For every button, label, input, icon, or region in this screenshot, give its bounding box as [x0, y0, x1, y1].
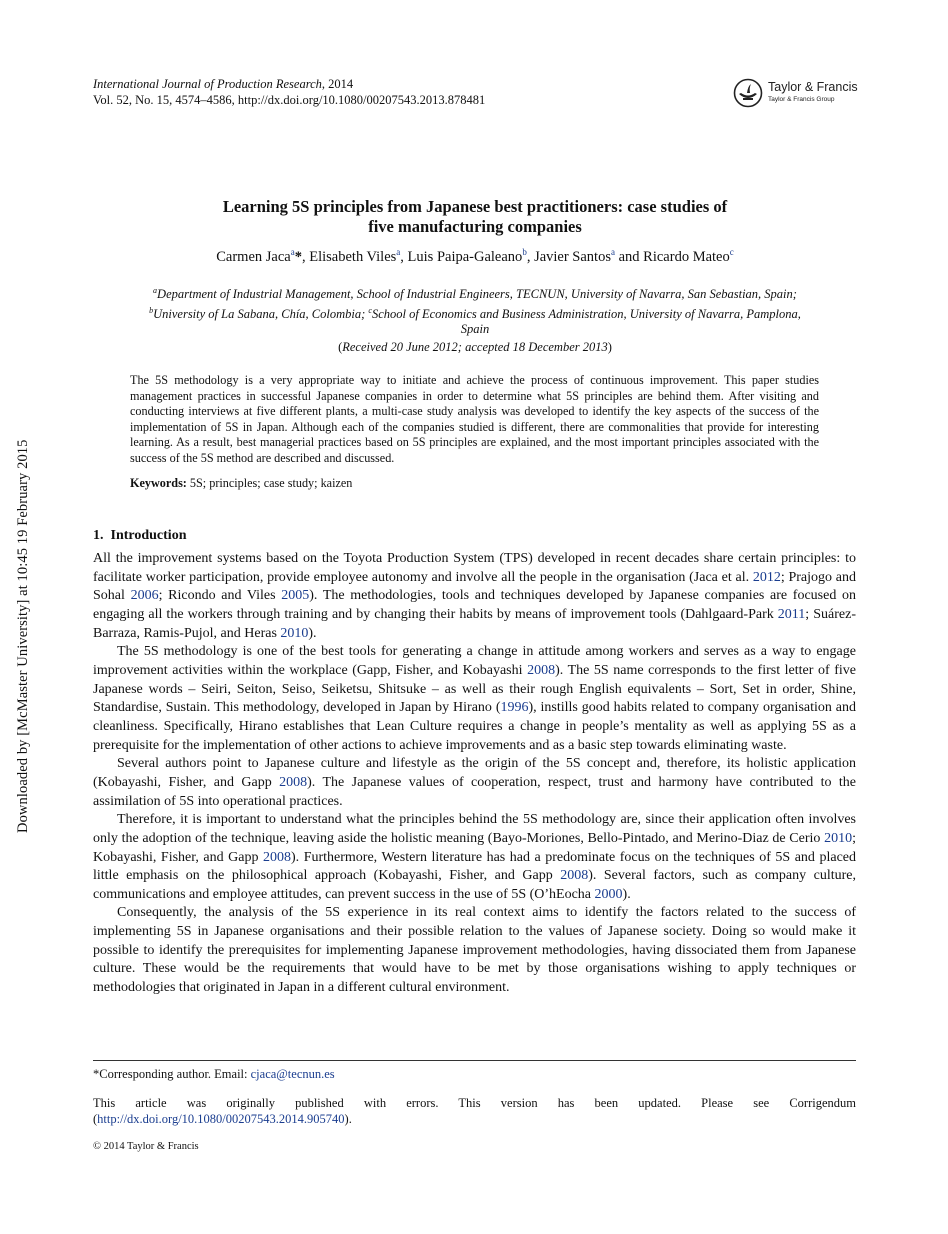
- citation-year-link[interactable]: 2008: [263, 849, 291, 865]
- author-email-link[interactable]: cjaca@tecnun.es: [250, 1067, 335, 1081]
- corresponding-mark: *: [294, 248, 302, 265]
- author-affil-mark[interactable]: c: [729, 247, 734, 257]
- citation-year-link[interactable]: 2008: [560, 868, 589, 884]
- section-title: Introduction: [110, 528, 187, 543]
- journal-header: [93, 76, 485, 108]
- affil-a-mark: a: [153, 286, 158, 295]
- citation-year-link[interactable]: 2008: [279, 774, 308, 790]
- received-dates: (Received 20 June 2012; accepted 18 December 2013): [338, 340, 612, 354]
- author-name: Luis Paipa-Galeano: [407, 248, 523, 265]
- citation-year-link[interactable]: 2006: [130, 588, 159, 604]
- paragraph: Consequently, the analysis of the 5S experience in its real context aims to identify the factors related to the success of implementing 5S in Japanese organisations and their possible relation to the values of Japanese society. Doing so would make it possible to identify the prerequisites for implementing Japanese improvement methodologies, having dissociated them from Japanese culture. These would be the requirements that would have to be met by those organisations wishing to apply techniques or methodologies that originated in Japan in a different cultural environment.: [93, 905, 856, 996]
- abstract: The 5S methodology is a very appropriate way to initiate and achieve the process of continuous improvement. This paper studies management practices in successful Japanese companies in order to determine what 5S principles are behind them. After visiting and conducting interviews at five different plants, a multi-case study analysis was developed to identify the key aspects of the success of the implementation of 5S in Japan. Although each of the companies studied is different, there are commonalities that provide for interesting learning. As a result, best managerial practices based on 5S principles are explained, and the most important principles associated with the success of the 5S method are described and discussed.: [130, 373, 819, 465]
- author-affil-mark[interactable]: a: [290, 247, 295, 257]
- author-name: Ricardo Mateo: [643, 248, 730, 265]
- introduction-body: [93, 550, 856, 998]
- author-affil-mark[interactable]: b: [522, 247, 527, 257]
- publisher-name: Taylor & Francis: [768, 80, 858, 94]
- author-name: Carmen Jaca: [216, 248, 291, 265]
- affil-c: School of Economics and Business Administration, University of Navarra, Pamplona,: [371, 306, 801, 321]
- citation-year-link[interactable]: 2000: [594, 886, 623, 902]
- paragraph: The 5S methodology is one of the best tools for generating a change in attitude among workers and serves as a way to engage improvement activities within the workplace (Gapp, Fisher, and Kobayashi 2008). The 5S name corresponds to the first letter of five Japanese words – Seiri, Seiton, Seiso, Seiketsu, Shitsuke – as well as their rough English equivalents – Sort, Set in order, Shine, Standardise, Sustain. This methodology, developed in Japan by Hirano (1996), instills good habits related to company organisation and cleanliness. Specifically, Hirano establishes that Lean Culture requires a change in people’s mentality as well as applying 5S as a prerequisite for the implementation of other actions to achieve improvements and as a basic step towards eliminating waste.: [93, 644, 856, 753]
- citation-year-link[interactable]: 2005: [281, 588, 310, 604]
- paragraph: All the improvement systems based on the Toyota Production System (TPS) developed in recent decades share certain principles: to facilitate worker participation, provide employee autonomy and involve all the people in the organisation (Jaca et al. 2012; Prajogo and Sohal 2006; Ricondo and Viles 2005). The methodologies, tools and techniques developed by Japanese companies are focused on engaging all the workers through training and by changing their habits by means of improvement tools (Dahlgaard-Park 2011; Suárez-Barraza, Ramis-Pujol, and Heras 2010).: [93, 551, 857, 641]
- download-stamp: Downloaded by [McMaster University] at 10:45 19 February 2015: [15, 439, 31, 833]
- erratum-text: This article was originally published with errors. This version has been updated. Please see Corrigendum (: [93, 1096, 856, 1126]
- affil-c-mark: c: [368, 305, 372, 315]
- citation-year-link[interactable]: 1996: [500, 700, 529, 716]
- corresponding-author-note: [93, 1067, 856, 1083]
- footnote-divider: [93, 1060, 856, 1061]
- affiliations: [100, 283, 850, 338]
- keywords-list: 5S; principles; case study; kaizen: [186, 476, 353, 490]
- citation-year-link[interactable]: 2011: [777, 606, 806, 622]
- volume-doi-line[interactable]: Vol. 52, No. 15, 4574–4586, http://dx.doi.org/10.1080/00207543.2013.878481: [93, 93, 486, 107]
- affil-b-mark: b: [149, 305, 154, 315]
- paragraph: Several authors point to Japanese culture and lifestyle as the origin of the 5S concept and, therefore, its holistic application (Kobayashi, Fisher, and Gapp 2008). The Japanese values of cooperation, respect, trust and harmony have contributed to the assimilation of 5S into operational practices.: [93, 756, 857, 809]
- section-heading: [93, 528, 186, 544]
- affil-b: University of La Sabana, Chía, Colombia;: [153, 306, 369, 321]
- citation-year-link[interactable]: 2008: [527, 662, 556, 678]
- author-name: Javier Santos: [534, 248, 611, 265]
- citation-year-link[interactable]: 2010: [824, 830, 853, 846]
- erratum-note: [93, 1096, 856, 1127]
- corresponding-label: *Corresponding author. Email:: [93, 1067, 251, 1081]
- title-line-2: five manufacturing companies: [368, 217, 582, 236]
- paragraph: Therefore, it is important to understand what the principles behind the 5S methodology are, since their application often involves only the adoption of the technique, leaving aside the holistic meaning (Bayo-Moriones, Bello-Pintado, and Merino-Diaz de Cerio 2010; Kobayashi, Fisher, and Gapp 2008). Furthermore, Western literature has had a predominate focus on the techniques of 5S and placed little emphasis on the philosophical approach (Kobayashi, Fisher, and Gapp 2008). Several factors, such as company culture, communications and employee attitudes, can prevent success in the use of 5S (O’hEocha 2000).: [93, 812, 856, 902]
- citation-year-link[interactable]: 2012: [752, 569, 781, 585]
- article-title: [120, 197, 830, 237]
- author-list: Carmen Jaca$^a$*, Elisabeth Viles$^a$, Luis Paipa-Galeano$^b$, Javier Santos$^a$ and Ricardo Mateo$^c$: [216, 247, 734, 265]
- journal-year: , 2014: [321, 77, 354, 91]
- section-number: 1.: [93, 528, 104, 543]
- copyright: © 2014 Taylor & Francis: [93, 1141, 199, 1152]
- journal-name: International Journal of Production Research: [93, 77, 322, 91]
- keywords: [130, 476, 819, 491]
- corrigendum-link[interactable]: http://dx.doi.org/10.1080/00207543.2014.905740: [97, 1111, 345, 1126]
- author-affil-mark[interactable]: a: [396, 247, 401, 257]
- received-text: Received 20 June 2012; accepted 18 December 2013: [342, 340, 608, 354]
- citation-year-link[interactable]: 2010: [280, 625, 309, 641]
- title-line-1: Learning 5S principles from Japanese best practitioners: case studies of: [222, 197, 728, 216]
- publisher-logo: [733, 78, 863, 110]
- affil-a: Department of Industrial Management, School of Industrial Engineers, TECNUN, University of Navarra, San Sebastian, Spain;: [157, 287, 797, 302]
- keywords-label: Keywords:: [130, 476, 187, 490]
- affil-c-country: Spain: [460, 322, 490, 337]
- publisher-group: Taylor & Francis Group: [768, 96, 835, 103]
- taylor-francis-lamp-icon: [733, 78, 763, 108]
- erratum-end: ).: [344, 1111, 352, 1126]
- author-name: Elisabeth Viles: [309, 248, 397, 265]
- author-affil-mark[interactable]: a: [610, 247, 615, 257]
